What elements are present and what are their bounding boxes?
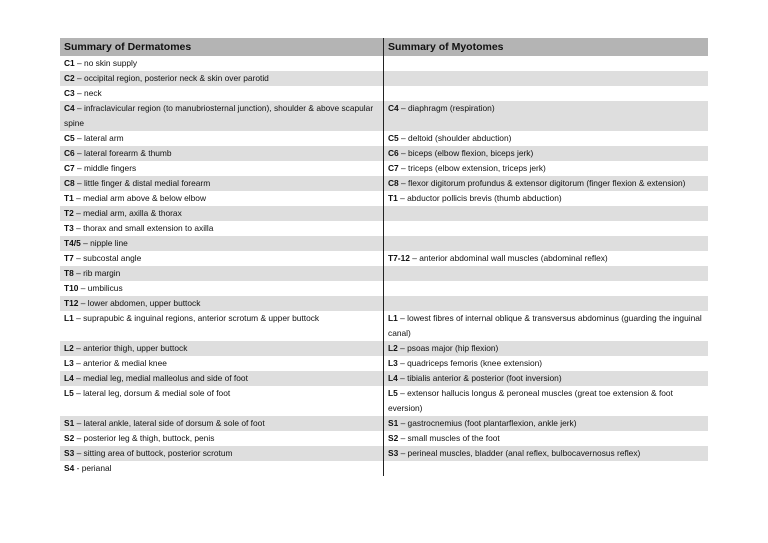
myotome-cell [384, 161, 708, 176]
segment-label: T1 [388, 193, 398, 203]
dermatome-cell [60, 101, 384, 131]
segment-description: – little finger & distal medial forearm [74, 178, 211, 188]
myotome-cell [384, 86, 708, 101]
segment-label: C4 [64, 103, 75, 113]
segment-label: T8 [64, 268, 74, 278]
table-row [60, 176, 708, 191]
dermatomes-header: Summary of Dermatomes [60, 38, 384, 56]
segment-label: L4 [388, 373, 398, 383]
segment-label: T7 [64, 253, 74, 263]
segment-description: – no skin supply [74, 58, 138, 68]
segment-label: C5 [64, 133, 75, 143]
segment-description: – abductor pollicis brevis (thumb abduction) [397, 193, 562, 203]
segment-label: C8 [388, 178, 399, 188]
segment-label: C7 [64, 163, 75, 173]
segment-description: – rib margin [73, 268, 121, 278]
segment-description: – anterior abdominal wall muscles (abdominal reflex) [409, 253, 608, 263]
segment-description: – medial leg, medial malleolus and side of foot [73, 373, 248, 383]
segment-description: – posterior leg & thigh, buttock, penis [74, 433, 215, 443]
table-row [60, 281, 708, 296]
table-row [60, 56, 708, 71]
segment-description: – lateral forearm & thumb [74, 148, 172, 158]
segment-description: – deltoid (shoulder abduction) [398, 133, 512, 143]
dermatome-cell [60, 416, 384, 431]
segment-label: C6 [64, 148, 75, 158]
segment-description: – infraclavicular region (to manubriosternal junction), shoulder & above scapular spine [64, 103, 374, 128]
segment-label: L2 [64, 343, 74, 353]
table-header-row [60, 38, 708, 56]
dermatome-cell [60, 191, 384, 206]
dermatome-cell [60, 296, 384, 311]
segment-label: S1 [388, 418, 399, 428]
segment-description: – anterior thigh, upper buttock [73, 343, 188, 353]
table-row [60, 371, 708, 386]
segment-label: L1 [64, 313, 74, 323]
myotome-cell [384, 206, 708, 221]
dermatome-cell [60, 56, 384, 71]
summary-table [60, 38, 708, 476]
dermatome-cell [60, 221, 384, 236]
myotome-cell [384, 461, 708, 476]
dermatome-cell [60, 71, 384, 86]
table-row [60, 341, 708, 356]
segment-description: – diaphragm (respiration) [398, 103, 495, 113]
dermatome-cell [60, 281, 384, 296]
segment-description: – lateral leg, dorsum & medial sole of foot [73, 388, 231, 398]
segment-label: C6 [388, 148, 399, 158]
table-row [60, 251, 708, 266]
segment-description: – nipple line [80, 238, 128, 248]
myotome-cell [384, 191, 708, 206]
myotome-cell [384, 101, 708, 131]
segment-description: – umbilicus [78, 283, 123, 293]
segment-label: S3 [388, 448, 399, 458]
dermatome-cell [60, 131, 384, 146]
dermatome-cell [60, 386, 384, 416]
segment-description: – extensor hallucis longus & peroneal muscles (great toe extension & foot eversion) [388, 388, 673, 413]
segment-description: – occipital region, posterior neck & skin over parotid [74, 73, 269, 83]
segment-label: S3 [64, 448, 75, 458]
myotome-cell [384, 416, 708, 431]
table-row [60, 416, 708, 431]
table-body [60, 56, 708, 476]
table-row [60, 71, 708, 86]
dermatome-cell [60, 446, 384, 461]
segment-description: – sitting area of buttock, posterior scrotum [74, 448, 233, 458]
segment-description: – tibialis anterior & posterior (foot inversion) [397, 373, 562, 383]
myotome-cell [384, 341, 708, 356]
table-row [60, 86, 708, 101]
myotome-cell [384, 386, 708, 416]
dermatome-cell [60, 86, 384, 101]
segment-description: – anterior & medial knee [73, 358, 167, 368]
segment-description: – small muscles of the foot [398, 433, 500, 443]
segment-label: C1 [64, 58, 75, 68]
segment-label: T12 [64, 298, 79, 308]
myotome-cell [384, 71, 708, 86]
table-row [60, 161, 708, 176]
dermatome-cell [60, 206, 384, 221]
table-row [60, 386, 708, 416]
segment-label: L3 [388, 358, 398, 368]
myotome-cell [384, 311, 708, 341]
myotomes-header: Summary of Myotomes [388, 41, 504, 53]
myotome-cell [384, 251, 708, 266]
myotome-cell [384, 296, 708, 311]
segment-label: C7 [388, 163, 399, 173]
myotome-cell [384, 56, 708, 71]
myotome-cell [384, 131, 708, 146]
segment-description: – gastrocnemius (foot plantarflexion, ankle jerk) [398, 418, 577, 428]
myotome-cell [384, 371, 708, 386]
segment-description: – thorax and small extension to axilla [73, 223, 214, 233]
table-row [60, 146, 708, 161]
dermatome-cell [60, 431, 384, 446]
segment-label: L4 [64, 373, 74, 383]
segment-label: S2 [64, 433, 75, 443]
segment-description: – biceps (elbow flexion, biceps jerk) [398, 148, 534, 158]
myotome-cell [384, 281, 708, 296]
segment-label: L3 [64, 358, 74, 368]
myotome-cell [384, 221, 708, 236]
dermatome-cell [60, 251, 384, 266]
segment-label: S4 [64, 463, 75, 473]
segment-label: T10 [64, 283, 79, 293]
table-row [60, 311, 708, 341]
segment-description: – suprapubic & inguinal regions, anterior scrotum & upper buttock [73, 313, 320, 323]
myotome-cell [384, 431, 708, 446]
table-row [60, 191, 708, 206]
segment-description: – lateral ankle, lateral side of dorsum & sole of foot [74, 418, 265, 428]
segment-description: - perianal [74, 463, 112, 473]
dermatome-cell [60, 461, 384, 476]
myotome-cell [384, 236, 708, 251]
segment-description: – medial arm above & below elbow [73, 193, 206, 203]
segment-label: T1 [64, 193, 74, 203]
myotome-cell [384, 266, 708, 281]
segment-description: – flexor digitorum profundus & extensor digitorum (finger flexion & extension) [398, 178, 686, 188]
myotome-cell [384, 146, 708, 161]
dermatome-cell [60, 236, 384, 251]
table-row [60, 101, 708, 131]
myotome-cell [384, 176, 708, 191]
segment-label: L2 [388, 343, 398, 353]
table-row [60, 131, 708, 146]
segment-label: L5 [64, 388, 74, 398]
segment-label: T4/5 [64, 238, 81, 248]
segment-description: – quadriceps femoris (knee extension) [397, 358, 543, 368]
dermatome-cell [60, 371, 384, 386]
segment-description: – lowest fibres of internal oblique & transversus abdominus (guarding the inguinal canal) [388, 313, 702, 338]
myotome-cell [384, 356, 708, 371]
segment-description: – lateral arm [74, 133, 124, 143]
dermatome-cell [60, 161, 384, 176]
table-row [60, 461, 708, 476]
table-row [60, 221, 708, 236]
table-row [60, 296, 708, 311]
segment-label: T7-12 [388, 253, 410, 263]
table-row [60, 446, 708, 461]
dermatome-cell [60, 266, 384, 281]
table-row [60, 356, 708, 371]
segment-label: S1 [64, 418, 75, 428]
segment-label: L5 [388, 388, 398, 398]
dermatome-cell [60, 311, 384, 341]
segment-label: C8 [64, 178, 75, 188]
table-row [60, 431, 708, 446]
segment-description: – medial arm, axilla & thorax [73, 208, 182, 218]
dermatome-cell [60, 176, 384, 191]
segment-label: C3 [64, 88, 75, 98]
dermatome-cell [60, 356, 384, 371]
myotome-cell [384, 446, 708, 461]
segment-label: C4 [388, 103, 399, 113]
segment-label: S2 [388, 433, 399, 443]
segment-label: T2 [64, 208, 74, 218]
dermatome-cell [60, 341, 384, 356]
segment-label: C5 [388, 133, 399, 143]
segment-description: – perineal muscles, bladder (anal reflex, bulbocavernosus reflex) [398, 448, 641, 458]
segment-label: L1 [388, 313, 398, 323]
table-row [60, 236, 708, 251]
segment-description: – subcostal angle [73, 253, 142, 263]
segment-description: – middle fingers [74, 163, 137, 173]
segment-description: – triceps (elbow extension, triceps jerk) [398, 163, 546, 173]
segment-description: – neck [74, 88, 102, 98]
segment-description: – lower abdomen, upper buttock [78, 298, 201, 308]
segment-description: – psoas major (hip flexion) [397, 343, 499, 353]
table-row [60, 266, 708, 281]
segment-label: T3 [64, 223, 74, 233]
table-row [60, 206, 708, 221]
dermatome-cell [60, 146, 384, 161]
segment-label: C2 [64, 73, 75, 83]
